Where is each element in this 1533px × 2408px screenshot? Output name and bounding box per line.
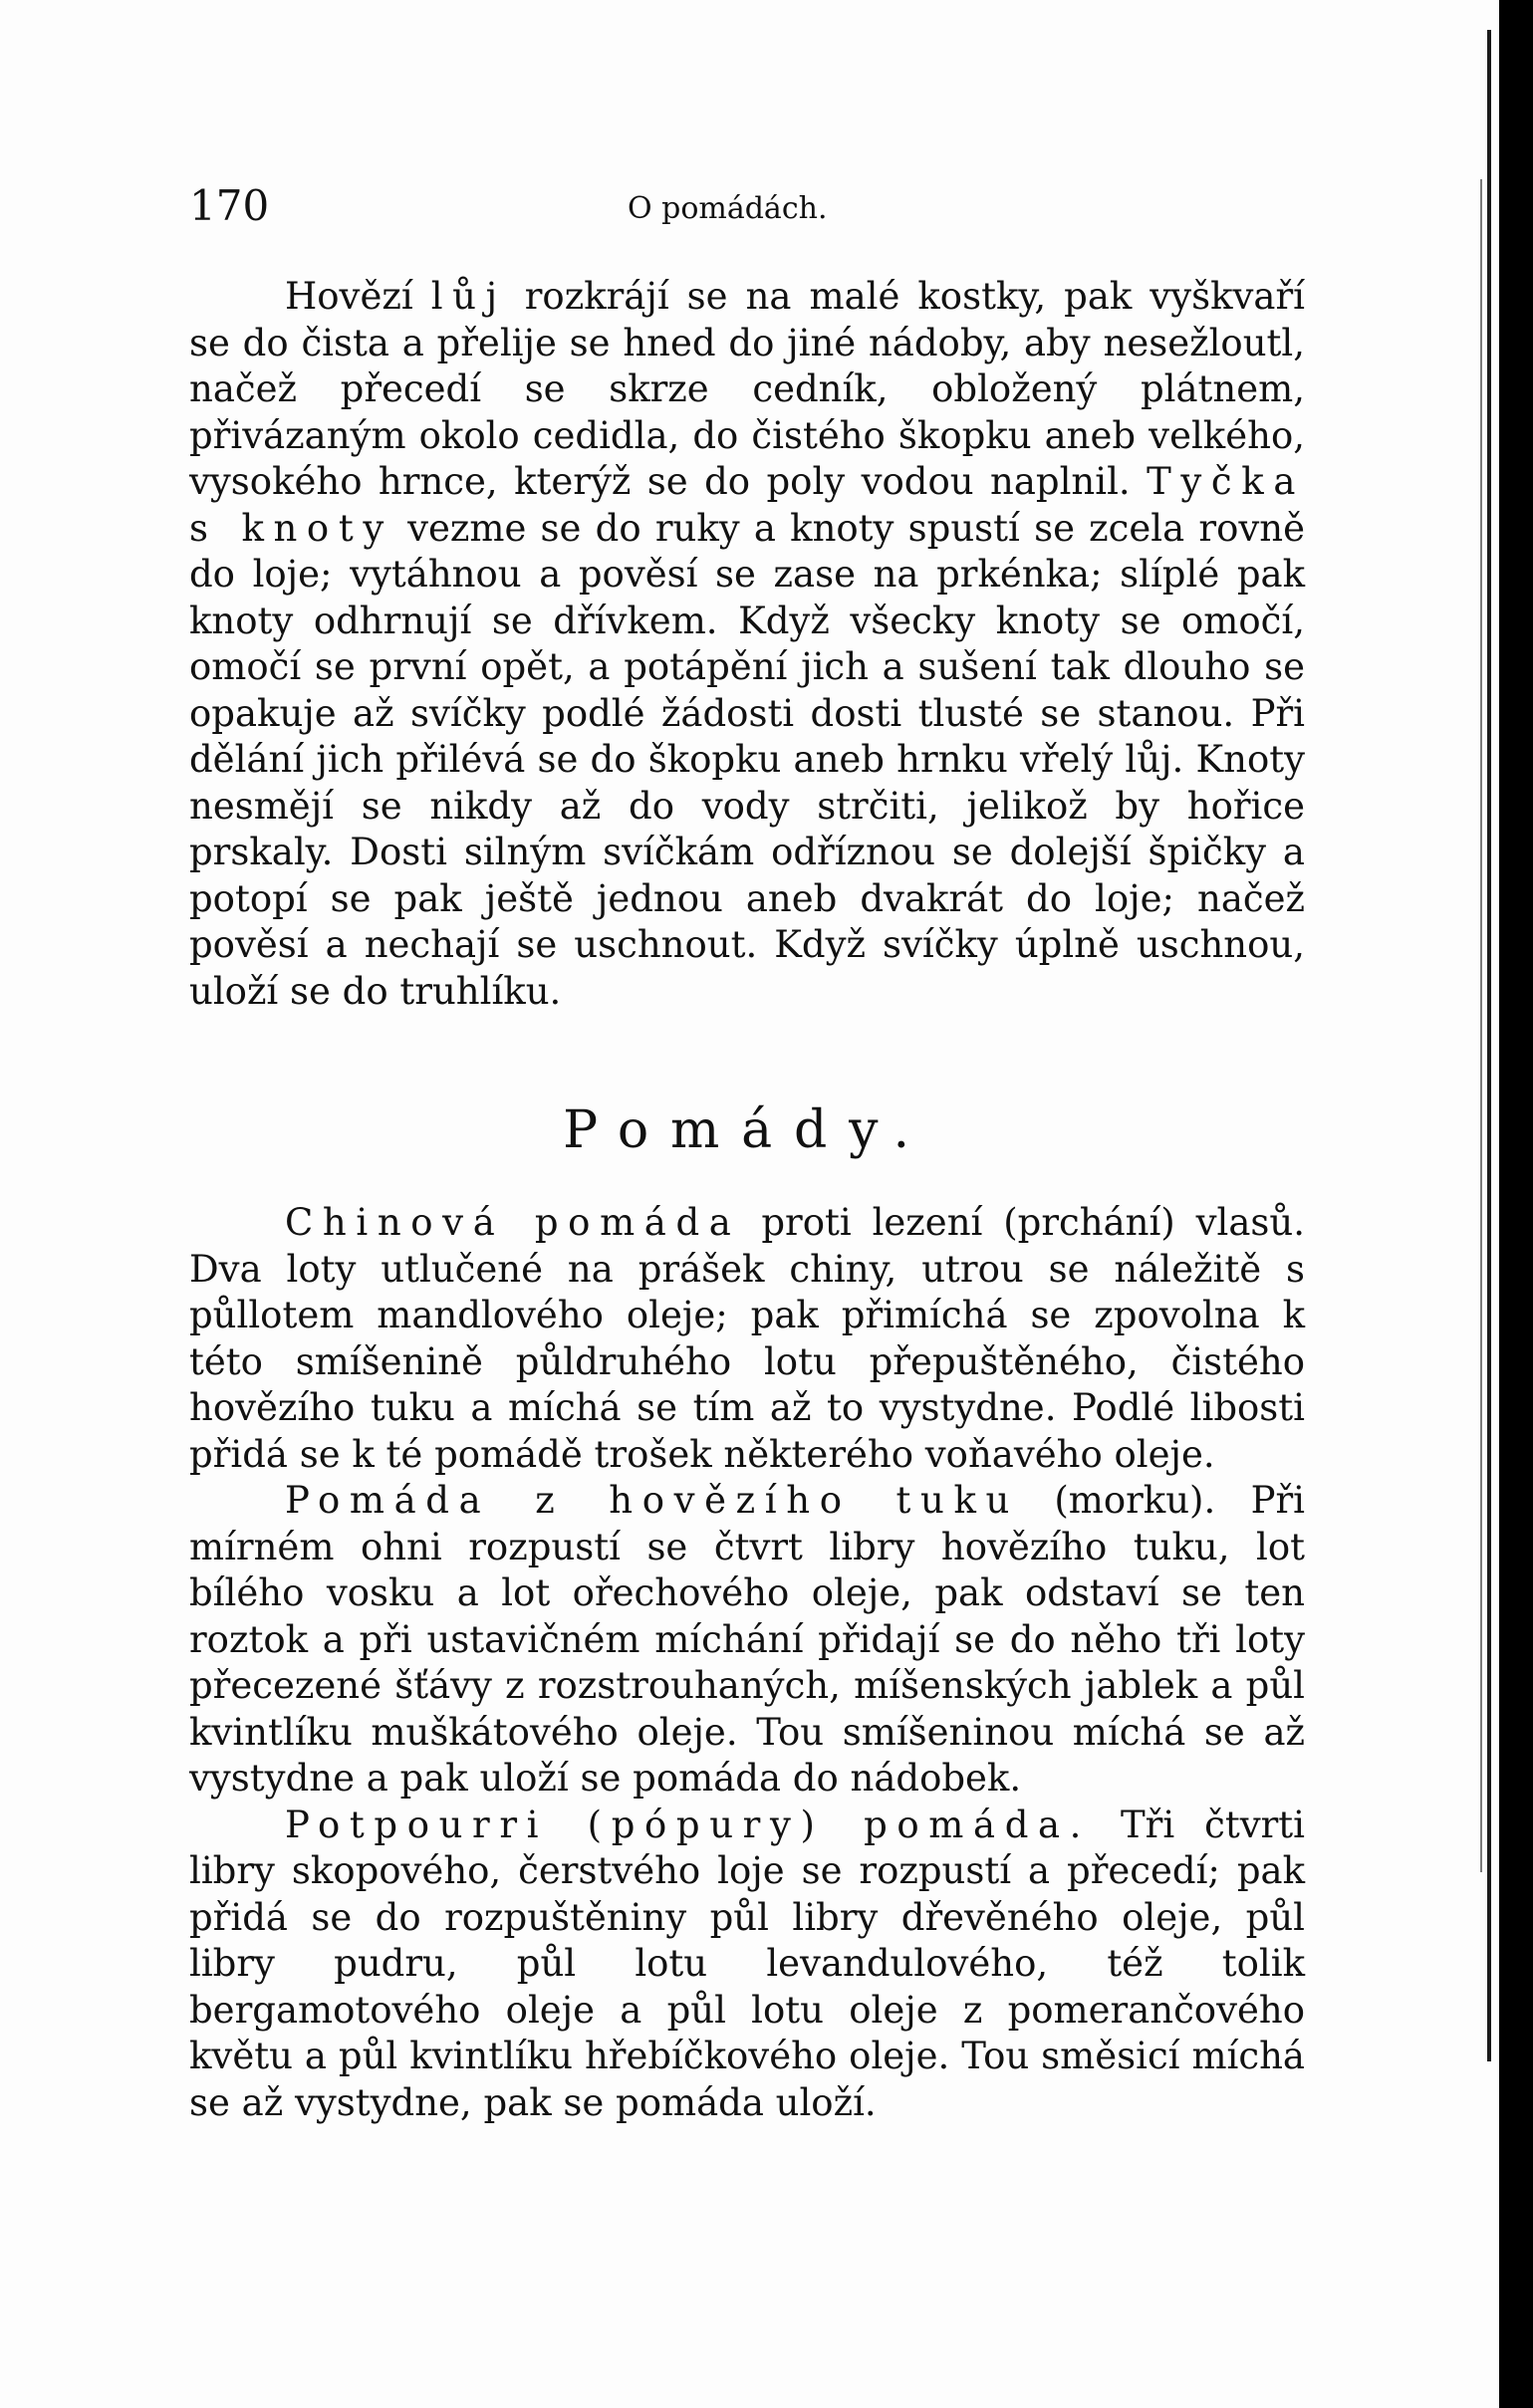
recipe-title: Chinová pomáda — [285, 1201, 741, 1244]
recipe-text: (morku). Při mírném ohni rozpustí se čtvrt libry hovězího tuku, lot bílého vosku a lot ořechového oleje, pak odstaví se ten roztok a při ustavičném míchání přidají se do něho tři loty přecezené šťávy z rozstrouhaných, míšenských jablek a půl kvintlíku muškátového oleje. Tou smíšeninou míchá se až vystydne a pak uloží se pomáda do nádobek. — [189, 1479, 1306, 1800]
recipe-text: Tři čtvrti libry skopového, čerstvého loje se rozpustí a přecedí; pak přidá se do rozpuštěniny půl libry dřevěného oleje, půl libry pudru, půl lotu levandulového, též tolik bergamotového oleje a půl lotu oleje z pomerančového květu a půl kvintlíku hřebíčkového oleje. Tou směsicí míchá se až vystydne, pak se pomáda uloží. — [189, 1803, 1306, 2124]
recipe-paragraph — [189, 1803, 1305, 2127]
tallow-candles-section — [189, 274, 1305, 1015]
recipe-paragraph — [189, 1200, 1305, 1478]
recipe-text: proti lezení (prchání) vlasů. Dva loty utlučené na prášek chiny, utrou se náležitě s půllotem mandlového oleje; pak přimíchá se zpovolna k této smíšenině půldruhého lotu přepuštěného, čistého hovězího tuku a míchá se tím až to vystydne. Podlé libosti přidá se k té pomádě trošek některého voňavého oleje. — [189, 1201, 1305, 1476]
term-tallow: lůj — [430, 275, 507, 318]
running-title: O pomádách. — [628, 191, 828, 226]
section-heading: Pomády. — [563, 1100, 931, 1160]
paragraph-text: vezme se do ruky a knoty spustí se zcela rovně do loje; vytáhnou a pověsí se zase na prkénka; slíplé pak knoty odhrnují se dřívkem. Když všecky knoty se omočí, omočí se první opět, a potápění jich a sušení tak dlouho se opakuje až svíčky podlé žádosti dosti tlusté se stanou. Při dělání jich přilévá se do škopku aneb hrnku vřelý lůj. Knoty nesmějí se nikdy až do vody strčiti, jelikož by hořice prskaly. Dosti silným svíčkám odříznou se dolejší špičky a potopí se pak ještě jednou aneb dvakrát do loje; načež pověsí a nechají se uschnout. Když svíčky úplně uschnou, uloží se do truhlíku. — [189, 506, 1305, 1013]
page-edge-line — [1487, 30, 1491, 2061]
recipe-paragraph — [189, 1478, 1305, 1803]
page-number: 170 — [189, 181, 270, 230]
recipe-title: Potpourri (pópury) pomáda. — [285, 1803, 1092, 1846]
paragraph-text: rozkrájí se na malé kostky, pak vyškvaří se do čista a přelije se hned do jiné nádoby, aby nesežloutl, načež přecedí se skrze cedník, obložený plátnem, přivázaným okolo cedidla, do čistého škopku aneb velkého, vysokého hrnce, kterýž se do poly vodou naplnil. — [189, 275, 1306, 503]
term-wick-rod: Tyčka s knoty — [189, 460, 1305, 550]
paragraph — [189, 274, 1305, 1015]
recipe-title: Pomáda z hovězího tuku — [285, 1479, 1019, 1522]
pomades-section — [189, 1200, 1305, 2126]
page-edge-shadow — [1480, 179, 1482, 1872]
page-header — [189, 181, 1305, 241]
paragraph-lead: Hovězí — [285, 275, 413, 318]
